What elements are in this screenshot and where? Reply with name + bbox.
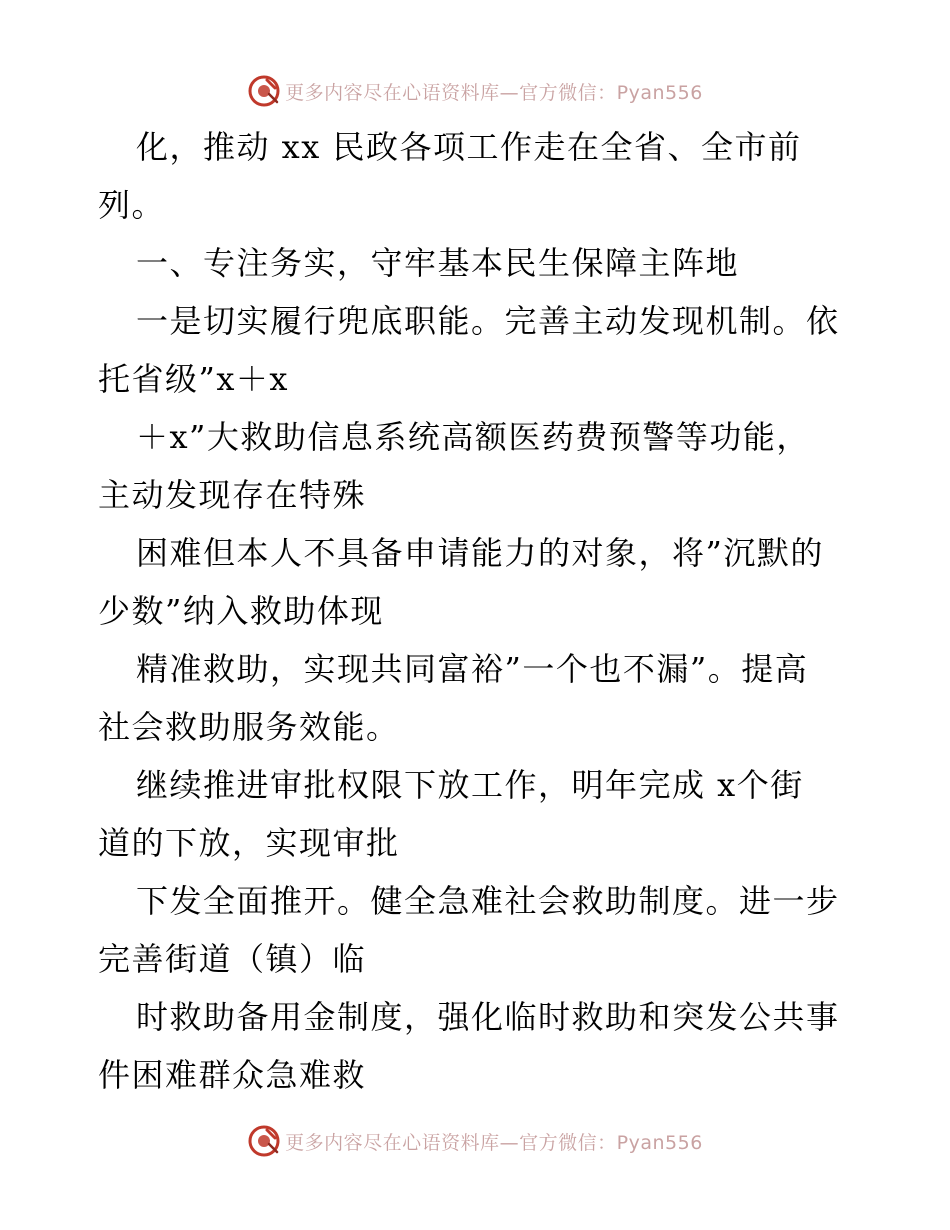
text-line: 主动发现存在特殊 xyxy=(98,476,367,514)
watermark-text: 更多内容尽在心语资料库—官方微信：Pyan556 xyxy=(285,81,703,104)
section-heading: 一、专注务实，守牢基本民生保障主阵地 xyxy=(136,244,740,282)
text-line: 完善街道（镇）临 xyxy=(98,940,367,978)
watermark-text: 更多内容尽在心语资料库—官方微信：Pyan556 xyxy=(285,1131,703,1154)
text-line: ＋x”大救助信息系统高额医药费预警等功能， xyxy=(136,418,810,456)
watermark-logo-icon xyxy=(247,74,281,108)
text-line: 下发全面推开。健全急难社会救助制度。进一步 xyxy=(136,882,840,920)
text-line: 时救助备用金制度，强化临时救助和突发公共事 xyxy=(136,998,840,1036)
watermark-logo-icon xyxy=(247,1124,281,1158)
text-line: 托省级”x＋x xyxy=(98,360,289,398)
text-line: 困难但本人不具备申请能力的对象，将”沉默的 xyxy=(136,534,824,572)
text-line: 一是切实履行兜底职能。完善主动发现机制。依 xyxy=(136,302,840,340)
text-line: 道的下放，实现审批 xyxy=(98,824,400,862)
text-line: 继续推进审批权限下放工作，明年完成 x个街 xyxy=(136,766,804,804)
header-watermark xyxy=(0,71,950,111)
text-line: 精准救助，实现共同富裕”一个也不漏”。提高 xyxy=(136,650,809,688)
text-line: 社会救助服务效能。 xyxy=(98,708,400,746)
document-body xyxy=(98,118,858,1104)
text-line: 件困难群众急难救 xyxy=(98,1056,367,1094)
text-line: 列。 xyxy=(98,186,166,224)
footer-watermark xyxy=(0,1121,950,1161)
text-line: 化，推动 xx 民政各项工作走在全省、全市前 xyxy=(136,128,802,166)
text-line: 少数”纳入救助体现 xyxy=(98,592,384,630)
